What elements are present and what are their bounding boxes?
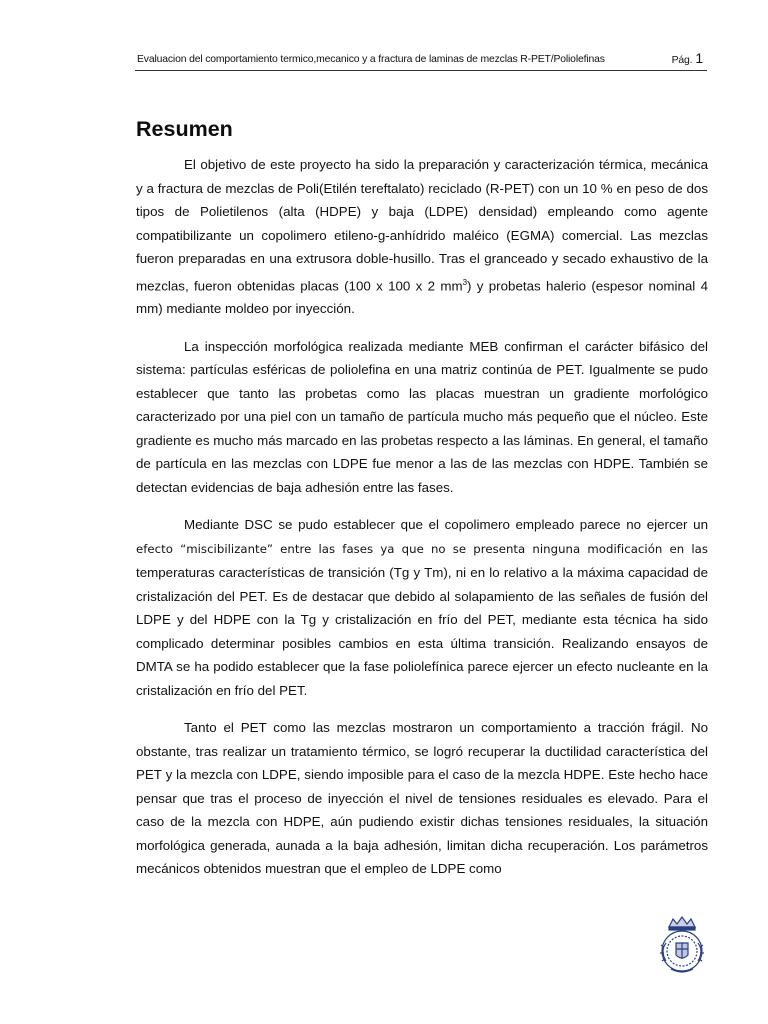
seal-graphic (655, 915, 709, 975)
superscript-three: 3 (462, 277, 468, 287)
page-number: 1 (695, 50, 703, 66)
university-seal-icon (655, 915, 709, 975)
page-indicator (672, 50, 703, 69)
paragraph-1-text-a: El objetivo de este proyecto ha sido la preparación y caracterización térmica, mecánica y a fractura de mezclas de Poli(Etilén tereftalato) reciclado (R-PET) con un 10 % en peso de dos tipos de Polietilenos (alta (HDPE) y baja (LDPE) densidad) empleando como agente compatibilizante un copolimero etileno-g-anhídrido maléico (EGMA) comercial. Las mezclas fueron preparadas en una extrusora doble-husillo. Tras el granceado y secado exhaustivo de la mezclas, fueron obtenidas placas (100 x 100 x 2 mm (136, 157, 708, 293)
paragraph-2: La inspección morfológica realizada mediante MEB confirman el carácter bifásico del sistema: partículas esféricas de poliolefina en una matriz continúa de PET. Igualmente se pudo establecer que tanto las probetas como las placas muestran un gradiente morfológico caracterizado por una piel con un tamaño de partícula mucho más pequeño que el núcleo. Este gradiente es mucho más marcado en las probetas respecto a las láminas. En general, el tamaño de partícula en las mezclas con LDPE fue menor a las de las mezclas con HDPE. También se detectan evidencias de baja adhesión entre las fases. (136, 338, 708, 495)
page-header (135, 50, 707, 71)
paragraph-3-text-a: Mediante DSC se pudo establecer que el copolimero empleado parece no ejercer un (184, 517, 708, 533)
header-title: Evaluacion del comportamiento termico,mecanico y a fractura de laminas de mezclas R-PET/Poliolefinas (137, 54, 605, 65)
paragraph-3-text-b: temperaturas características de transición (Tg y Tm), ni en lo relativo a la máxima capacidad de cristalización del PET. Es de destacar que debido al solapamiento de las señales de fusión del LDPE y del HDPE con la Tg y cristalización en frío del PET, mediante esta técnica ha sido complicado determinar posibles cambios en esta última transición. Realizando ensayos de DMTA se ha podido establecer que la fase poliolefínica parece ejercer un efecto nucleante en la cristalización en frío del PET. (136, 565, 708, 698)
paragraph-1 (136, 153, 708, 321)
section-heading: Resumen (136, 117, 233, 141)
document-body (136, 153, 708, 895)
paragraph-3 (136, 513, 708, 702)
paragraph-3-text-alt: efecto “miscibilizante” entre las fases ya que no se presenta ninguna modificación en las (136, 541, 708, 556)
page-label: Pág. (671, 55, 693, 66)
paragraph-1-text-b: ) y probetas halerio (espesor nominal 4 mm) mediante moldeo por inyección. (136, 277, 708, 317)
paragraph-4: Tanto el PET como las mezclas mostraron un comportamiento a tracción frágil. No obstante, tras realizar un tratamiento térmico, se logró recuperar la ductilidad característica del PET y la mezcla con LDPE, siendo imposible para el caso de la mezcla HDPE. Este hecho hace pensar que tras el proceso de inyección el nivel de tensiones residuales es elevado. Para el caso de la mezcla con HDPE, aún pudiendo existir dichas tensiones residuales, la situación morfológica generada, aunada a la baja adhesión, limitan dicha recuperación. Los parámetros mecánicos obtenidos muestran que el empleo de LDPE como (136, 720, 708, 877)
